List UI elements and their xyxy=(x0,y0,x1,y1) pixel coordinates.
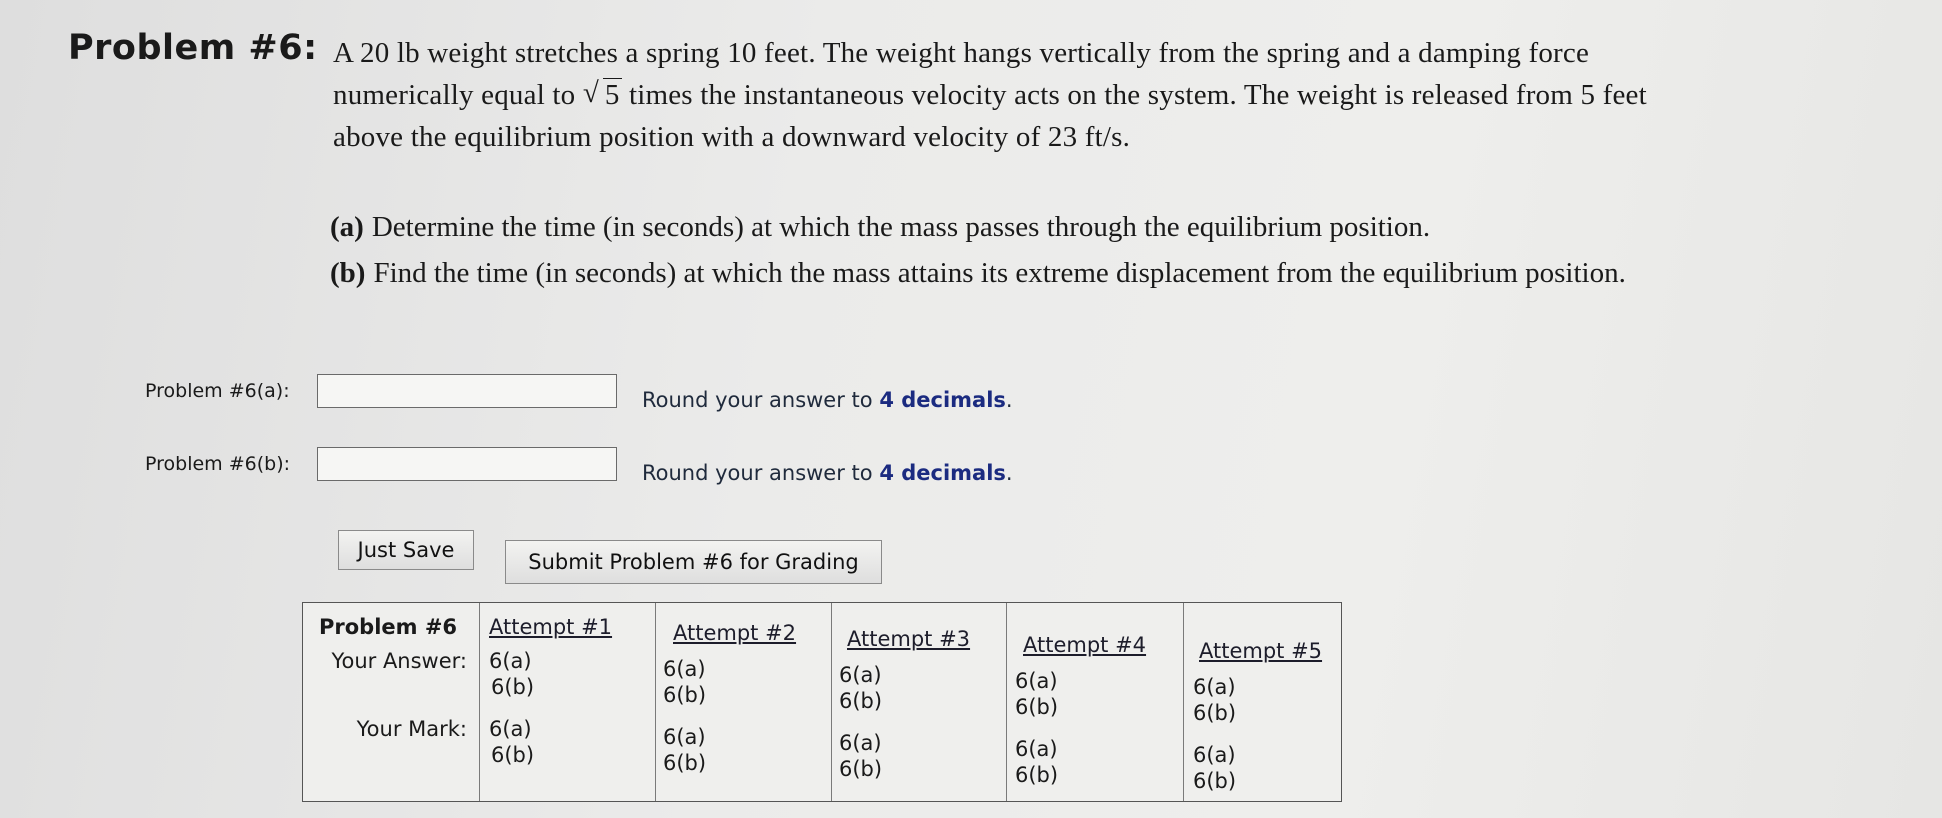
part-a-label: (a) xyxy=(330,211,364,243)
attempt-3-answer-a: 6(a) xyxy=(839,663,882,687)
problem-line-1: A 20 lb weight stretches a spring 10 feet. The weight hangs vertically from the spring and a damping force xyxy=(333,37,1590,69)
answer-a-input[interactable] xyxy=(317,374,617,408)
sqrt-expression xyxy=(583,74,622,116)
part-a xyxy=(330,204,1626,250)
attempt-column-2 xyxy=(663,603,829,801)
attempt-1-answer-a: 6(a) xyxy=(489,649,532,673)
attempt-column-4 xyxy=(1015,603,1181,801)
problem-line-2-before: numerically equal to xyxy=(333,79,576,111)
answer-a-hint-bold: 4 decimals xyxy=(879,388,1006,412)
attempt-3-mark-b: 6(b) xyxy=(839,757,883,781)
attempt-2-answer-b: 6(b) xyxy=(663,683,707,707)
attempt-3-answer-b: 6(b) xyxy=(839,689,883,713)
table-label-column xyxy=(303,603,479,801)
attempt-4-mark-a: 6(a) xyxy=(1015,737,1058,761)
problem-parts xyxy=(330,204,1626,296)
attempt-column-3 xyxy=(839,603,1005,801)
problem-line-3: above the equilibrium position with a downward velocity of 23 ft/s. xyxy=(333,121,1131,153)
problem-line-2 xyxy=(333,74,1828,116)
attempt-3-link[interactable]: Attempt #3 xyxy=(847,627,971,651)
attempt-4-mark-b: 6(b) xyxy=(1015,763,1059,787)
answer-b-hint xyxy=(642,461,1013,485)
attempt-1-mark-a: 6(a) xyxy=(489,717,532,741)
attempt-2-answer-a: 6(a) xyxy=(663,657,706,681)
answer-a-hint xyxy=(642,388,1013,412)
table-divider xyxy=(655,603,656,801)
answer-a-hint-prefix: Round your answer to xyxy=(642,388,873,412)
attempt-4-link[interactable]: Attempt #4 xyxy=(1023,633,1147,657)
table-header-problem: Problem #6 xyxy=(319,615,458,639)
attempt-5-mark-b: 6(b) xyxy=(1193,769,1237,793)
attempt-4-answer-a: 6(a) xyxy=(1015,669,1058,693)
radical-icon: √ xyxy=(582,77,599,109)
attempt-5-mark-a: 6(a) xyxy=(1193,743,1236,767)
answer-b-hint-prefix: Round your answer to xyxy=(642,461,873,485)
attempt-2-mark-a: 6(a) xyxy=(663,725,706,749)
problem-text xyxy=(333,32,1828,158)
table-divider xyxy=(831,603,832,801)
table-divider xyxy=(1006,603,1007,801)
attempt-5-answer-a: 6(a) xyxy=(1193,675,1236,699)
your-answer-label: Your Answer: xyxy=(331,649,467,673)
attempt-column-1 xyxy=(489,603,655,801)
table-divider xyxy=(479,603,480,801)
part-b-label: (b) xyxy=(330,257,366,289)
submit-for-grading-button[interactable]: Submit Problem #6 for Grading xyxy=(505,540,882,584)
attempt-1-answer-b: 6(b) xyxy=(491,675,535,699)
your-mark-label: Your Mark: xyxy=(356,717,467,741)
answer-b-input[interactable] xyxy=(317,447,617,481)
part-a-text: Determine the time (in seconds) at which the mass passes through the equilibrium position. xyxy=(371,211,1431,243)
just-save-button[interactable]: Just Save xyxy=(338,530,474,570)
answer-b-hint-bold: 4 decimals xyxy=(879,461,1006,485)
attempt-4-answer-b: 6(b) xyxy=(1015,695,1059,719)
answer-a-hint-suffix: . xyxy=(1005,388,1013,412)
attempt-2-link[interactable]: Attempt #2 xyxy=(673,621,797,645)
part-b-text: Find the time (in seconds) at which the mass attains its extreme displacement from the equilibrium position. xyxy=(373,257,1626,289)
problem-line-2-after: times the instantaneous velocity acts on the system. The weight is released from 5 feet xyxy=(628,79,1647,111)
attempt-5-link[interactable]: Attempt #5 xyxy=(1199,639,1323,663)
attempts-table xyxy=(302,602,1342,802)
table-divider xyxy=(1183,603,1184,801)
attempt-2-mark-b: 6(b) xyxy=(663,751,707,775)
sqrt-radicand: 5 xyxy=(604,79,620,111)
attempt-5-answer-b: 6(b) xyxy=(1193,701,1237,725)
problem-title: Problem #6: xyxy=(68,28,318,68)
attempt-column-5 xyxy=(1193,603,1341,801)
attempt-3-mark-a: 6(a) xyxy=(839,731,882,755)
answer-b-label: Problem #6(b): xyxy=(145,453,291,475)
attempt-1-mark-b: 6(b) xyxy=(491,743,535,767)
answer-b-hint-suffix: . xyxy=(1005,461,1013,485)
answer-a-label: Problem #6(a): xyxy=(145,380,290,402)
attempt-1-link[interactable]: Attempt #1 xyxy=(489,615,613,639)
part-b xyxy=(330,250,1626,296)
